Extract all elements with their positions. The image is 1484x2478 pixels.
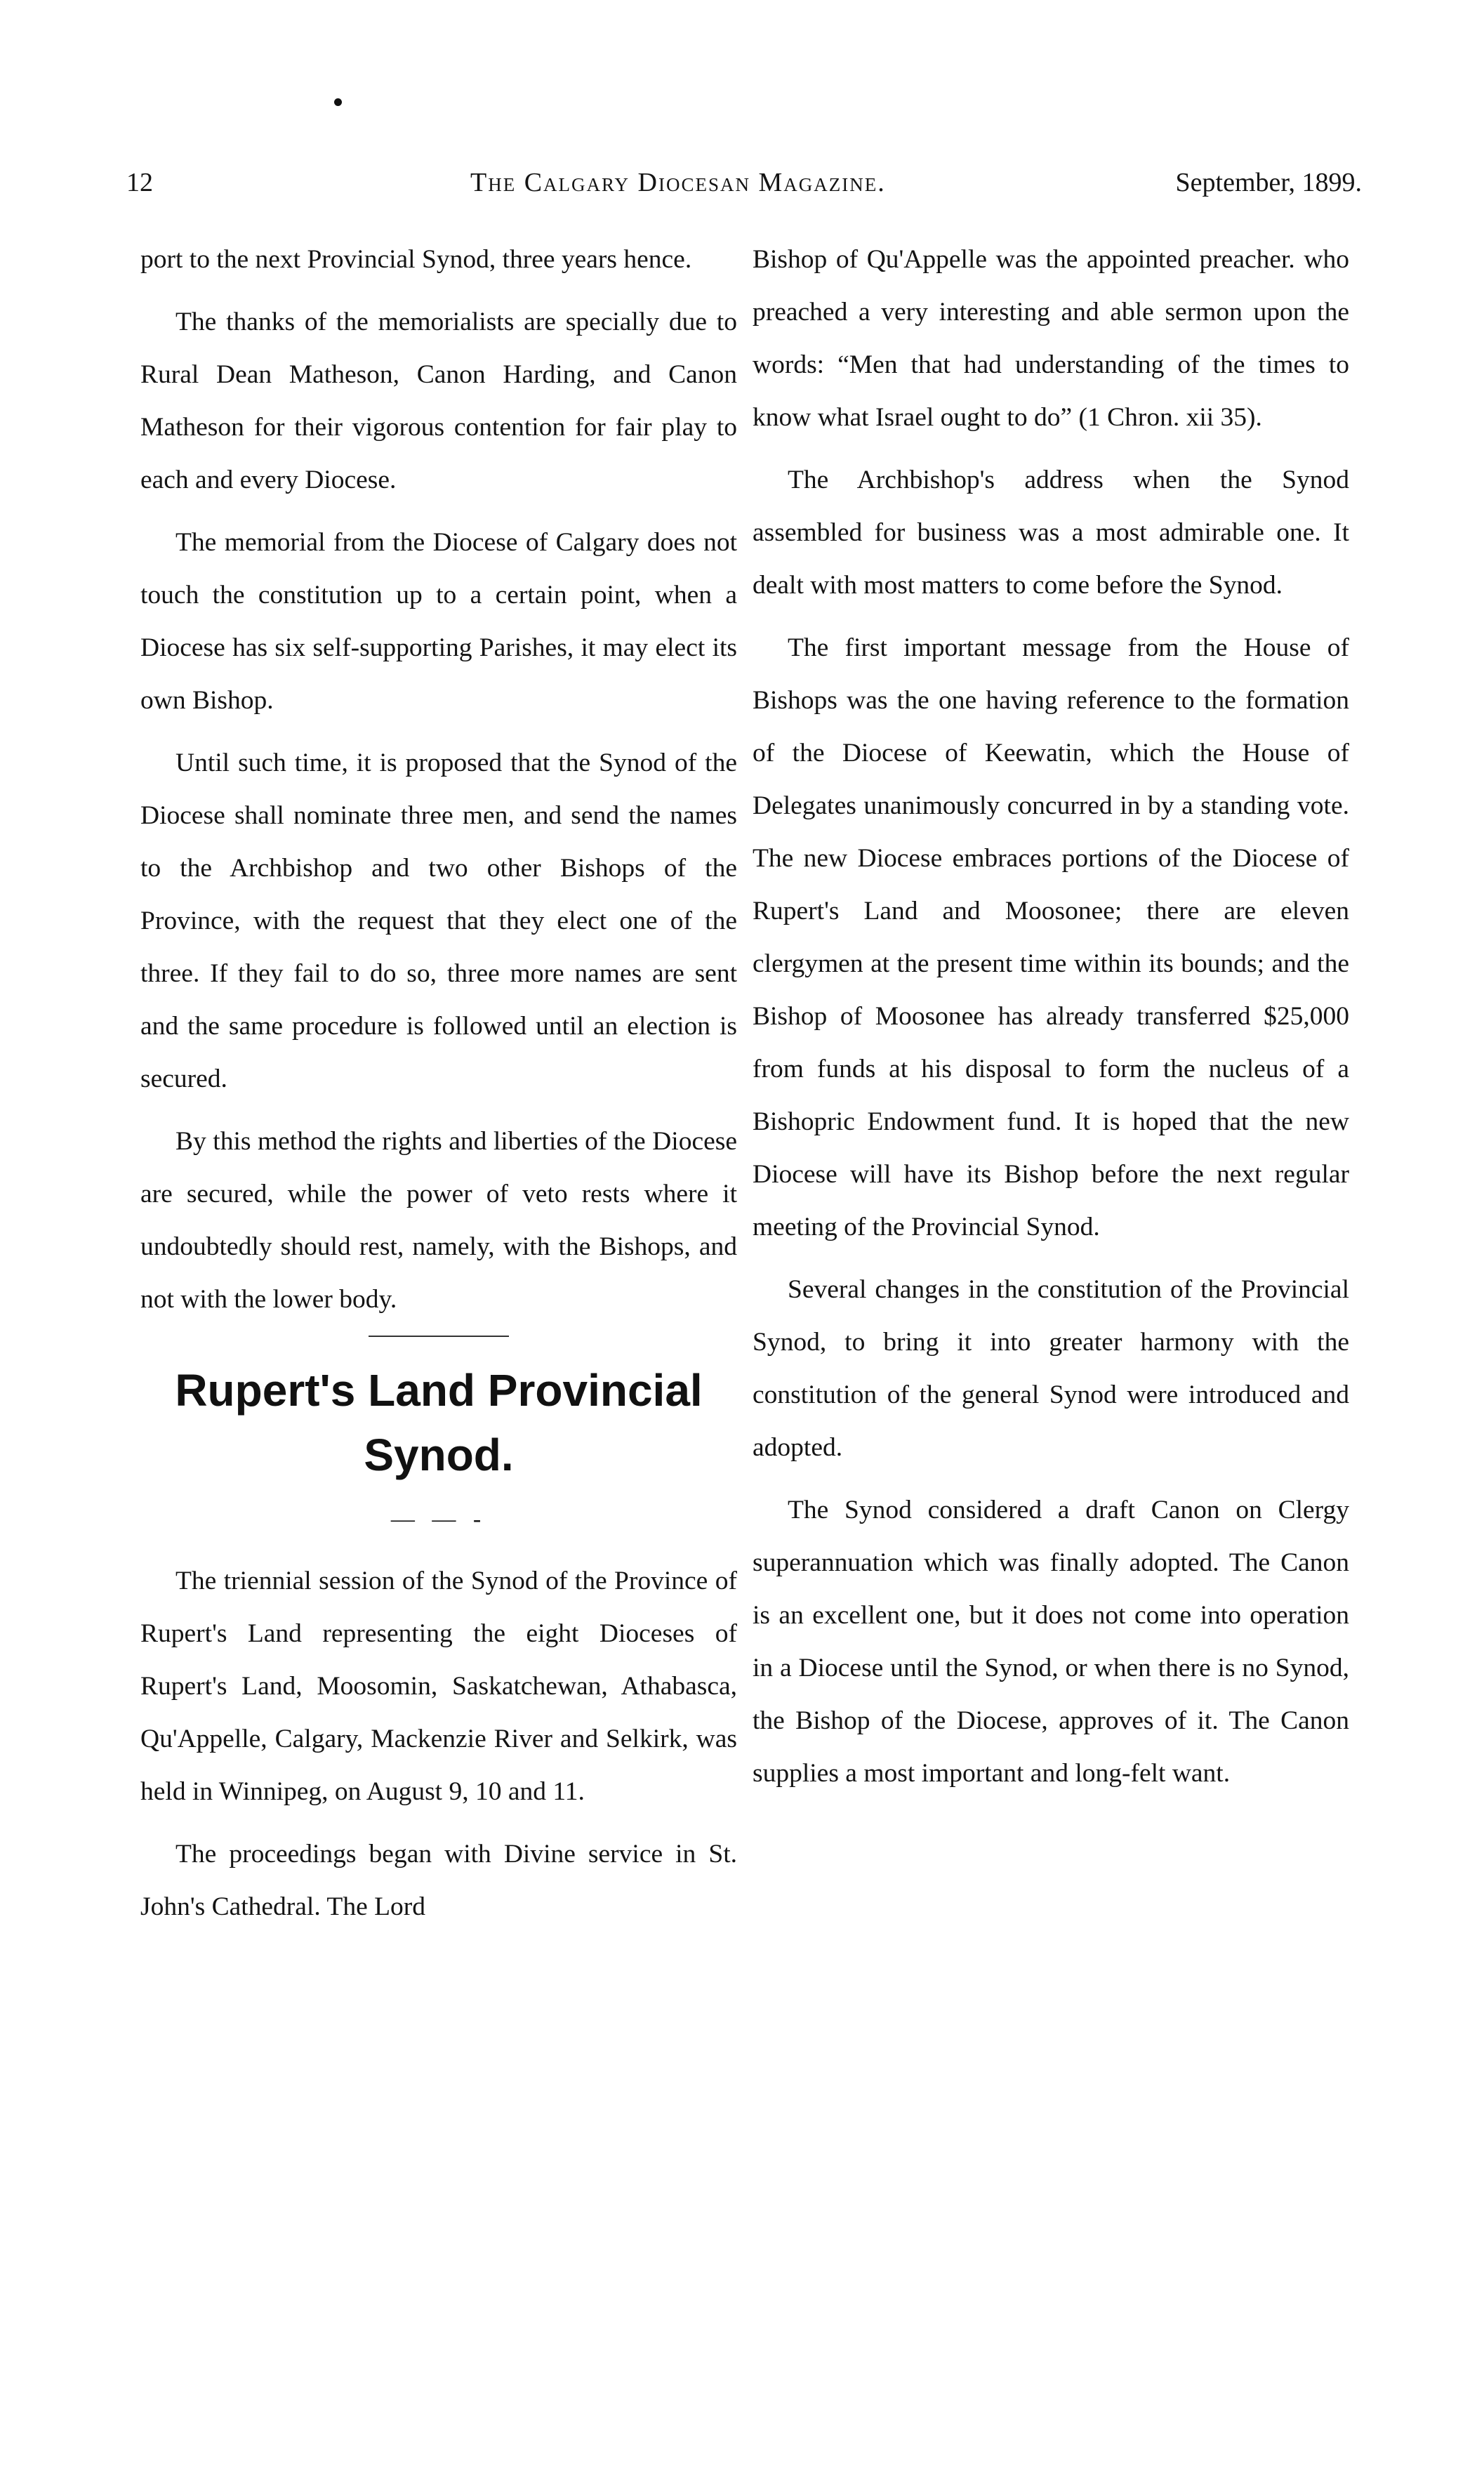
paragraph: The triennial session of the Synod of the Province of Rupert's Land representing the eight Dioceses of Rupert's Land, Moosomin, Saskatchewan, Athabasca, Qu'Appelle, Calgary, Mackenzie River and Selkirk, was held in Winnipeg, on August 9, 10 and 11. <box>140 1567 737 1806</box>
paragraph: Bishop of Qu'Appelle was the appointed preacher. who preached a very interesting and able sermon upon the words: “Men that had understanding of the times to know what Israel ought to do” (1 Chron. xii 35). <box>753 245 1349 432</box>
magazine-title: The Calgary Diocesan Magazine. <box>470 168 886 197</box>
right-column <box>753 233 1349 1810</box>
paragraph: The thanks of the memorialists are specially due to Rural Dean Matheson, Canon Harding, and Canon Matheson for their vigorous contention for fair play to each and every Diocese. <box>140 308 737 494</box>
page-number: 12 <box>126 168 153 197</box>
heading-separator: — — - <box>390 1506 487 1532</box>
paragraph: The Archbishop's address when the Synod assembled for business was a most admirable one. It dealt with most matters to come before the Synod. <box>753 466 1349 600</box>
section-heading: Rupert's Land Provincial Synod. <box>175 1365 703 1480</box>
ink-speck <box>334 98 342 106</box>
paragraph: Until such time, it is proposed that the Synod of the Diocese shall nominate three men, and send the names to the Archbishop and two other Bishops of the Province, with the request that they elect one of the three. If they fail to do so, three more names are sent and the same procedure is followed until an election is secured. <box>140 749 737 1093</box>
paragraph: The first important message from the House of Bishops was the one having reference to the formation of the Diocese of Keewatin, which the House of Delegates unanimously concurred in by a standing vote. The new Diocese embraces portions of the Diocese of Rupert's Land and Moosonee; there are eleven clergymen at the present time within its bounds; and the Bishop of Moosonee has already transferred $25,000 from funds at his disposal to form the nucleus of a Bishopric Endowment fund. It is hoped that the new Diocese will have its Bishop before the next regular meeting of the Provincial Synod. <box>753 633 1349 1241</box>
paragraph: The Synod considered a draft Canon on Clergy superannuation which was finally adopted. The Canon is an excellent one, but it does not come into operation in a Diocese until the Synod, or when there is no Synod, the Bishop of the Diocese, approves of it. The Canon supplies a most important and long-felt want. <box>753 1496 1349 1788</box>
left-column <box>140 233 737 1943</box>
section-divider <box>369 1336 509 1337</box>
paragraph: The memorial from the Diocese of Calgary does not touch the constitution up to a certain point, when a Diocese has six self-supporting Parishes, it may elect its own Bishop. <box>140 528 737 715</box>
paragraph: Several changes in the constitution of the Provincial Synod, to bring it into greater harmony with the constitution of the general Synod were introduced and adopted. <box>753 1275 1349 1462</box>
paragraph: By this method the rights and liberties of the Diocese are secured, while the power of veto rests where it undoubtedly should rest, namely, with the Bishops, and not with the lower body. <box>140 1127 737 1314</box>
paragraph: port to the next Provincial Synod, three years hence. <box>140 245 692 274</box>
page-header <box>126 167 1362 209</box>
paragraph: The proceedings began with Divine service in St. John's Cathedral. The Lord <box>140 1840 737 1921</box>
issue-date: September, 1899. <box>1175 168 1362 197</box>
